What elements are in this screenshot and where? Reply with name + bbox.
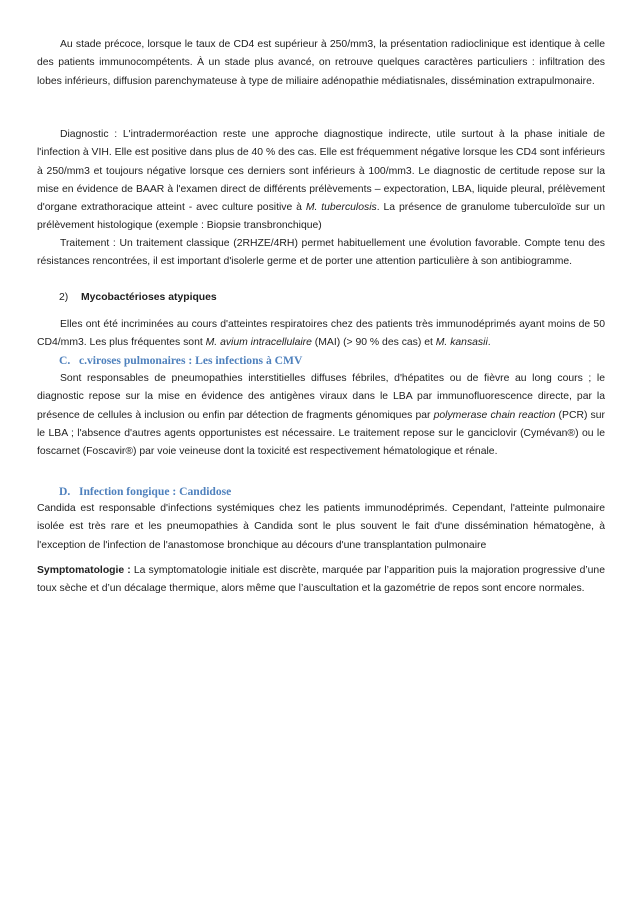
paragraph-candida: Candida est responsable d'infections systémiques chez les patients immunodéprimés. Cependant, l'atteinte pulmonaire isolée est très rare et les pneumopathies à Candida sont le plus souvent le fait d'une dissémination hématogène, à l'exception de l'infection de l'anastomose bronchique au décours d'une transplantation pulmonaire bbox=[37, 503, 605, 551]
paragraph-symptomatology: Symptomatologie : La symptomatologie initiale est discrète, marquée par l’apparition puis la majoration progressive d’une toux sèche et d’un décalage thermique, alors même que l’auscultation et la gazométrie de repos sont encore normales. bbox=[37, 565, 605, 595]
paragraph-treatment: Traitement : Un traitement classique (2RHZE/4RH) permet habituellement une évolution favorable. Compte tenu des résistances rencontrées, il est important d'isolerle germe et de porter une attention particulière à son antibiogramme. bbox=[37, 238, 605, 268]
paragraph-early-stage: Au stade précoce, lorsque le taux de CD4 est supérieur à 250/mm3, la présentation radioclinique est identique à celle des patients immunocompétents. À un stade plus avancé, on retrouve quelques caractères particuliers : infiltration des lobes inférieurs, diffusion parenchymateuse à type de miliaire adénopathie médiatisnales, dissémination extrapulmonaire. bbox=[37, 39, 605, 87]
paragraph-diagnostic: Diagnostic : L'intradermoréaction reste une approche diagnostique indirecte, utile surtout à la phase initiale de l'infection à VIH. Elle est positive dans plus de 40 % des cas. Elle est fréquemment négative lorsque les CD4 sont inférieurs à 250/mm3 et toujours négative lorsque ces derniers sont inférieurs à 100/mm3. Le diagnostic de certitude repose sur la mise en évidence de BAAR à l'examen direct de différents prélèvements – expectoration, LBA, liquide pleural, prélèvement d'organe extrathoracique atteint - avec culture positive à M. tuberculosis. La présence de granulome tuberculoïde sur un prélèvement histologique (exemple : Biopsie transbronchique) bbox=[37, 129, 606, 232]
paragraph-atypical-mycobacteria: Elles ont été incriminées au cours d'atteintes respiratoires chez des patients très immunodéprimés ayant moins de 50 CD4/mm3. Les plus fréquentes sont M. avium intracellulaire (MAI) (> 90 % des cas) et M. kansasii. bbox=[37, 319, 605, 349]
section-heading-d: D. Infection fongique : Candidose bbox=[59, 485, 232, 498]
subsection-heading: 2) Mycobactérioses atypiques bbox=[59, 292, 217, 303]
paragraph-cmv: Sont responsables de pneumopathies interstitielles diffuses fébriles, d'hépatites ou de fièvre au long cours ; le diagnostic repose sur la mise en évidence des antigènes viraux dans le LBA par immunofluorescence directe, par la présence de cellules à inclusion ou enfin par détection de fragments génomiques par polymerase chain reaction (PCR) sur le LBA ; l'absence d'autres agents opportunistes est nécessaire. Le traitement repose sur le ganciclovir (Cymévan®) ou le foscarnet (Foscavir®) par voie veineuse dont la toxicité est respectivement hématologique et rénale. bbox=[37, 373, 605, 458]
section-heading-c: C. c.viroses pulmonaires : Les infections à CMV bbox=[59, 354, 303, 367]
